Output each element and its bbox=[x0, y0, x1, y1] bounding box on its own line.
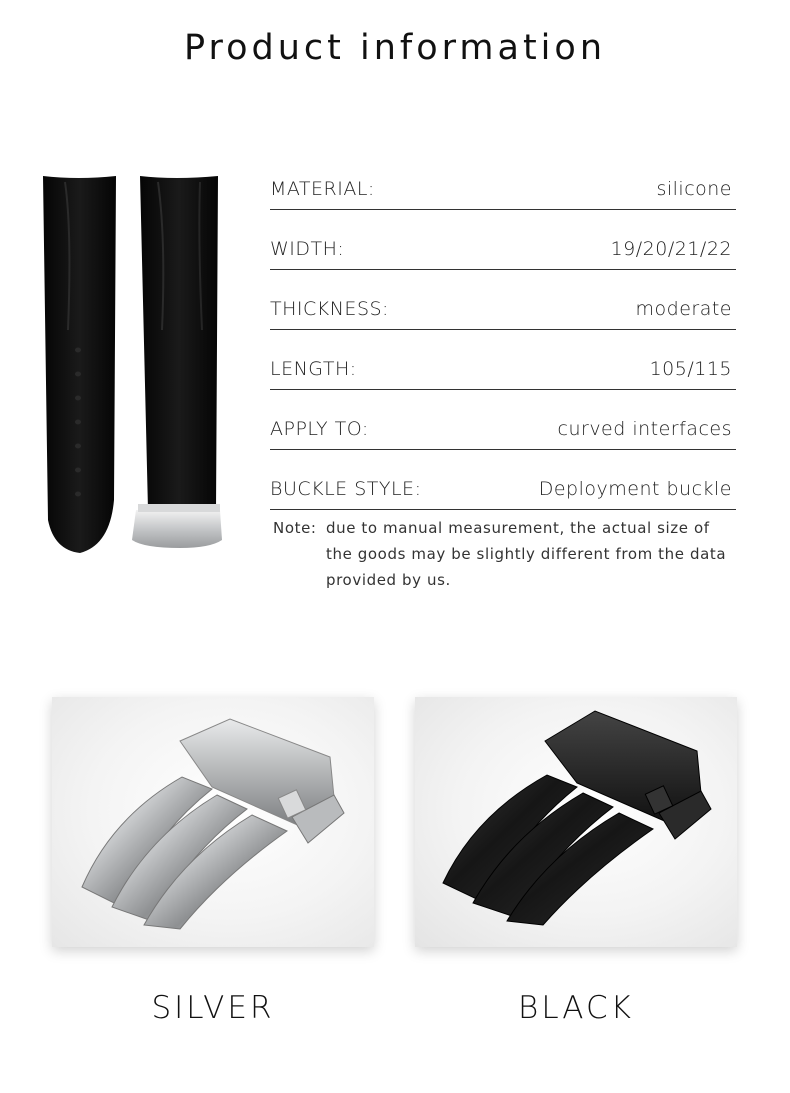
page-title: Product information bbox=[183, 28, 607, 68]
note-line-2: the goods may be slightly different from the data bbox=[326, 545, 727, 563]
spec-value: silicone bbox=[656, 178, 732, 200]
spec-row-apply-to bbox=[270, 390, 736, 450]
spec-table bbox=[270, 150, 736, 510]
silver-buckle-image bbox=[52, 697, 374, 947]
spec-label: WIDTH: bbox=[270, 238, 345, 260]
note-prefix: Note: bbox=[273, 519, 317, 537]
strap-tail-piece bbox=[43, 176, 116, 553]
spec-value: 105/115 bbox=[649, 358, 732, 380]
variant-label-black: BLACK bbox=[518, 990, 634, 1026]
spec-row-buckle-style bbox=[270, 450, 736, 510]
variant-label-silver: SILVER bbox=[151, 990, 275, 1026]
spec-label: LENGTH: bbox=[270, 358, 357, 380]
strap-buckle-piece bbox=[140, 176, 218, 510]
spec-label: MATERIAL: bbox=[270, 178, 375, 200]
spec-value: 19/20/21/22 bbox=[610, 238, 732, 260]
note-line-1: due to manual measurement, the actual size of bbox=[326, 519, 710, 537]
spec-label: THICKNESS: bbox=[270, 298, 389, 320]
spec-value: Deployment buckle bbox=[538, 478, 732, 500]
spec-label: BUCKLE STYLE: bbox=[270, 478, 422, 500]
spec-row-width bbox=[270, 210, 736, 270]
watch-strap-image bbox=[40, 170, 230, 560]
spec-row-length bbox=[270, 330, 736, 390]
black-buckle-image bbox=[415, 697, 737, 947]
measurement-note bbox=[273, 515, 743, 593]
note-line-3: provided by us. bbox=[326, 571, 451, 589]
spec-row-material bbox=[270, 150, 736, 210]
spec-value: curved interfaces bbox=[557, 418, 732, 440]
strap-clasp bbox=[132, 510, 222, 548]
spec-value: moderate bbox=[635, 298, 732, 320]
spec-row-thickness bbox=[270, 270, 736, 330]
spec-label: APPLY TO: bbox=[270, 418, 369, 440]
